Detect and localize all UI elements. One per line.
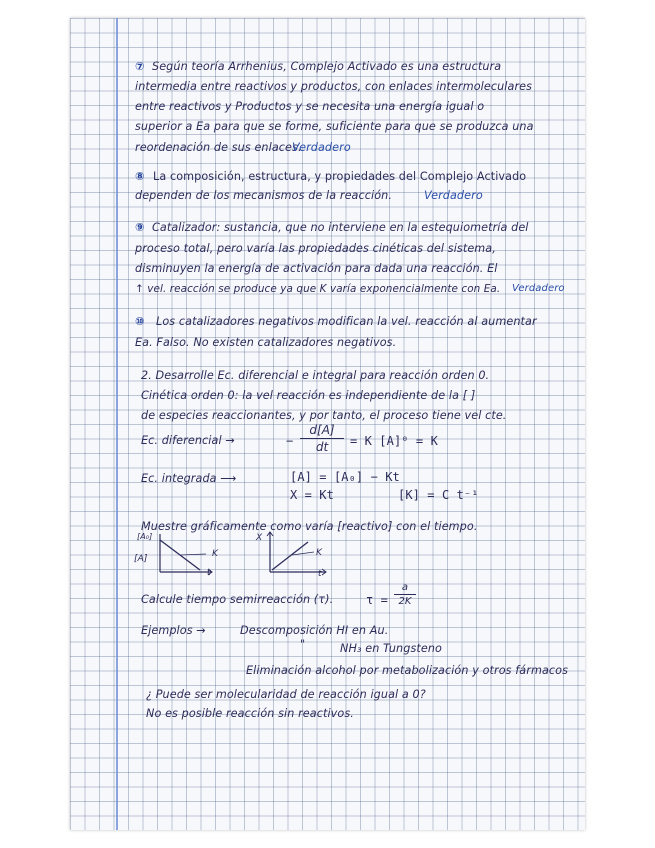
integrated-eq-3: [K] = C t⁻¹	[398, 488, 479, 502]
fraction-bar	[300, 438, 344, 439]
q7-line-1: Según teoría Arrhenius, Complejo Activado es una estructura	[152, 60, 502, 73]
graph1-t-label: t	[207, 568, 211, 578]
fraction-bar	[394, 594, 416, 595]
differential-denominator: dt	[315, 440, 329, 454]
differential-label: Ec. diferencial →	[141, 434, 235, 447]
q7-verdict: Verdadero	[292, 141, 351, 154]
q10-line-1: Los catalizadores negativos modifican la vel. reacción al aumentar	[156, 315, 537, 328]
graph2-y-label: X	[256, 533, 263, 543]
graph1-y-top-label: [A₀]	[137, 532, 153, 541]
differential-fraction	[300, 423, 344, 454]
half-life-numerator: a	[401, 582, 409, 593]
graph2-k-label: K	[316, 548, 323, 558]
q2-line-1: 2. Desarrolle Ec. diferencial e integral para reacción orden 0.	[141, 369, 490, 382]
q8-verdict: Verdadero	[424, 189, 483, 202]
q2-line-3: de especies reaccionantes, y por tanto, el proceso tiene vel cte.	[141, 409, 507, 422]
molecularity-question: ¿ Puede ser molecularidad de reacción igual a 0?	[146, 688, 426, 701]
half-life-fraction	[394, 582, 416, 607]
graph2-t-label: t	[318, 569, 322, 579]
q8-number: ⑧	[135, 170, 145, 183]
q7-line-3: entre reactivos y Productos y se necesita una energía igual o	[135, 100, 485, 113]
q7-line-5: reordenación de sus enlaces.	[135, 141, 302, 154]
q7-number: ⑦	[135, 60, 145, 73]
examples-label: Ejemplos →	[141, 624, 206, 637]
half-life-label: Calcule tiempo semirreacción (τ).	[141, 593, 334, 606]
q9-line-2: proceso total, pero varía las propiedades cinéticas del sistema,	[135, 242, 496, 255]
q9-line-1: Catalizador: sustancia, que no interviene en la estequiometría del	[152, 221, 529, 234]
graph1-y-label: [A]	[134, 554, 148, 564]
q9-verdict: Verdadero	[512, 283, 565, 294]
q2-line-2: Cinética orden 0: la vel reacción es independiente de la [ ]	[141, 389, 476, 402]
q7-line-4: superior a Ea para que se forme, suficiente para que se produzca una	[135, 120, 534, 133]
differential-minus: −	[286, 434, 294, 448]
q9-line-3: disminuyen la energía de activación para dada una reacción. El	[135, 262, 498, 275]
q9-number: ⑨	[135, 221, 145, 234]
differential-rhs: = K [A]⁰ = K	[350, 434, 438, 448]
example-1: Descomposición HI en Au.	[240, 624, 389, 637]
example-3: Eliminación alcohol por metabolización y otros fármacos	[246, 664, 569, 677]
example-ditto: "	[300, 638, 306, 651]
example-2: NH₃ en Tungsteno	[340, 642, 442, 655]
integrated-eq-1: [A] = [A₀] − Kt	[290, 470, 400, 484]
margin-line	[116, 18, 118, 830]
q8-line-2: dependen de los mecanismos de la reacción.	[135, 189, 393, 202]
q7-line-2: intermedia entre reactivos y productos, con enlaces intermoleculares	[135, 80, 533, 93]
half-life-denominator: 2K	[398, 596, 412, 607]
q8-line-1: La composición, estructura, y propiedades del Complejo Activado	[153, 170, 527, 183]
half-life-lhs: τ =	[366, 593, 388, 607]
graph2-x-vs-time	[262, 530, 332, 580]
differential-numerator: d[A]	[309, 423, 335, 437]
graph-title: Muestre gráficamente como varía [reactivo] con el tiempo.	[141, 520, 478, 533]
molecularity-answer: No es posible reacción sin reactivos.	[146, 707, 354, 720]
q10-number: ⑩	[135, 315, 145, 328]
q9-line-4: ↑ vel. reacción se produce ya que K varía exponencialmente con Ea.	[135, 283, 501, 295]
graph1-k-label: K	[212, 549, 219, 559]
integrated-label: Ec. integrada ⟶	[141, 472, 237, 485]
q10-line-2: Ea. Falso. No existen catalizadores negativos.	[135, 336, 397, 349]
integrated-eq-2: X = Kt	[290, 488, 334, 502]
graph1-concentration-vs-time	[150, 530, 220, 580]
